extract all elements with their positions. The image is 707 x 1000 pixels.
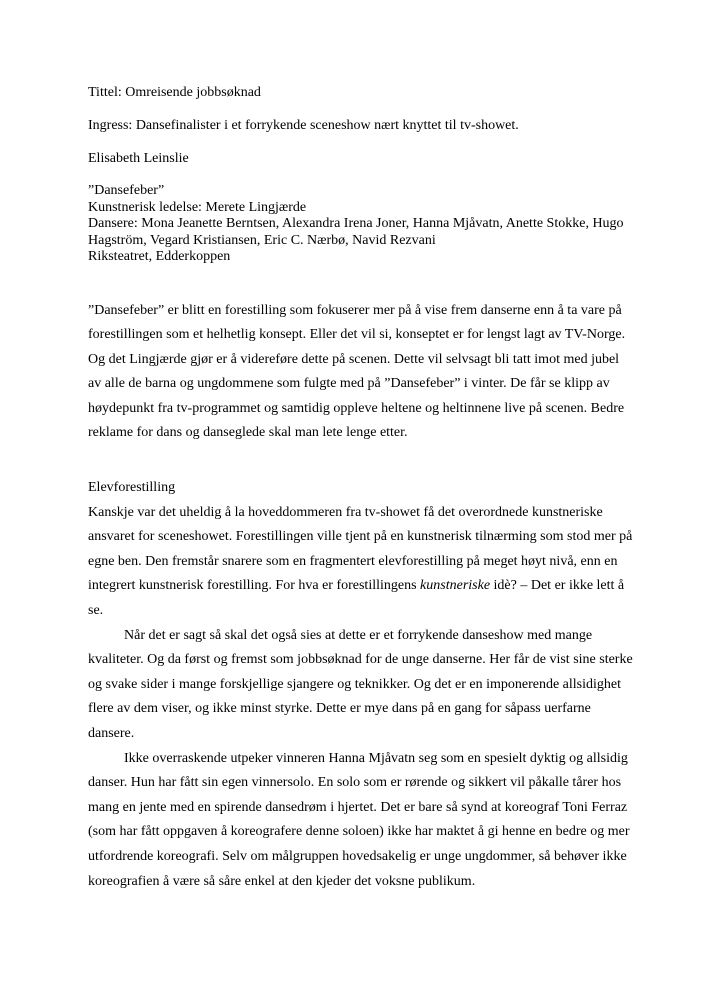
paragraph-dansefeber-intro: ”Dansefeber” er blitt en forestilling som fokuserer mer på å vise frem danserne enn å ta vare på forestillingen som et helhetlig konsept. Eller det vil si, konseptet er for lengst lagt av TV-Norge. Og det Lingjærde gjør er å videreføre dette på scenen. Dette vil selvsagt bli tatt imot med jubel av alle de barna og ungdommene som fulgte med på ”Dansefeber” i vinter. De får se klipp av høydepunkt fra tv-programmet og samtidig oppleve heltene og heltinnene live på scenen. Bedre reklame for dans og danseglede skal man lete lenge etter.	[88, 302, 626, 441]
paragraph-elevforestilling-post: idè? – Det er ikke lett å se.	[88, 578, 625, 619]
author-line: Elisabeth Leinslie	[88, 151, 189, 166]
venue-line: Riksteatret, Edderkoppen	[88, 249, 231, 264]
paragraph-elevforestilling-pre: Kanskje var det uheldig å la hoveddommeren fra tv-showet få det overordnede kunstneriske ansvaret for sceneshowet. Forestillingen ville tjent på en kunstnerisk tilnærming som stod mer på egne ben. Den fremstår snarere som en fragmentert elevforestilling på meget høyt nivå, enn en integrert kunstnerisk forestilling. For hva er forestillingens	[88, 504, 633, 594]
paragraph-danseshow-kvaliteter: Når det er sagt så skal det også sies at dette er et forrykende danseshow med mange kvaliteter. Og da først og fremst som jobbsøknad for de unge danserne. Her får de vist sine sterke og svake sider i mange forskjellige sjangere og teknikker. Og det er en imponerende allsidighet flere av dem viser, og ikke minst styrke. Dette er mye dans på en gang for såpass uerfarne dansere.	[88, 627, 633, 741]
production-title: ”Dansefeber”	[88, 183, 165, 198]
production-credits	[88, 183, 633, 266]
section-heading-elevforestilling: Elevforestilling	[88, 480, 176, 496]
title-line: Tittel: Omreisende jobbsøknad	[88, 85, 261, 100]
artistic-direction-line: Kunstnerisk ledelse: Merete Lingjærde	[88, 199, 307, 215]
paragraph-hanna-mjavatn: Ikke overraskende utpeker vinneren Hanna Mjåvatn seg som en spesielt dyktig og allsidig danser. Hun har fått sin egen vinnersolo. En solo som er rørende og sikkert vil påkalle tårer hos mang en jente med en spirende dansedrøm i hjertet. Det er bare så synd at koreograf Toni Ferraz (som har fått oppgaven å koreografere denne soloen) ikke har maktet å gi henne en bedre og mer utfordrende koreografi. Selv om målgruppen hovedsakelig er unge ungdommer, så behøver ikke koreografien å være så såre enkel at den kjeder det voksne publikum.	[88, 750, 630, 889]
paragraph-elevforestilling	[88, 501, 633, 624]
ingress-line: Ingress: Dansefinalister i et forrykende sceneshow nært knyttet til tv-showet.	[88, 118, 519, 133]
document-content	[88, 84, 633, 894]
italic-word-kunstneriske: kunstneriske	[420, 578, 491, 594]
dancers-line: Dansere: Mona Jeanette Berntsen, Alexandra Irena Joner, Hanna Mjåvatn, Anette Stokke, Hugo Hagström, Vegard Kristiansen, Eric C. Nærbø, Navid Rezvani	[88, 216, 624, 248]
